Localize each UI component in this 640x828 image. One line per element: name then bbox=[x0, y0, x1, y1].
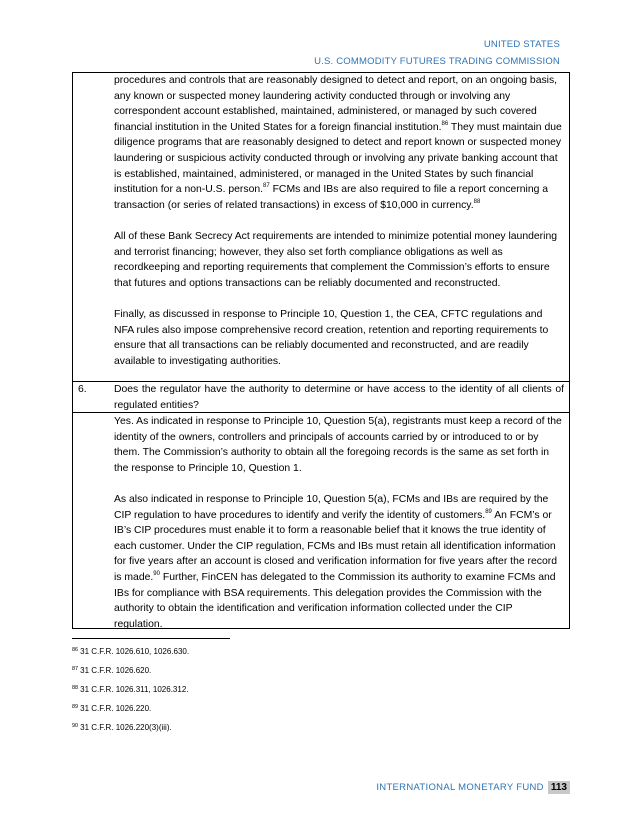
footnote-ref: 90 bbox=[153, 570, 160, 577]
footnote: $^{88}$ 31 C.F.R. 1026.311, 1026.312. bbox=[72, 685, 189, 694]
page-number: 113 bbox=[548, 781, 570, 794]
paragraph: As also indicated in response to Principle 10, Question 5(a), FCMs and IBs are required by the CIP regulation to have procedures to identify and verify the identity of customers.$^{89}$ An FCM’s or IB’s CIP procedures must enable it to form a reasonable belief that it knows the true identity of each customer. Under the CIP regulation, FCMs and IBs must retain all identification information for five years after an account is closed and verification information for five years after the record is made.$^{90}$ Further, FinCEN has delegated to the Commission its authority to examine FCMs and IBs for compliance with BSA requirements. This delegation provides the Commission with the authority to obtain the identification and verification information collected under the CIP regulation. bbox=[114, 493, 557, 630]
paragraph: procedures and controls that are reasonably designed to detect and report, on an ongoing basis, any known or suspected money laundering activity conducted through or involving any correspondent account established, maintained, administered, or managed by such covered financial institution in the United States for a foreign financial institution.$^{86}$ They must maintain due diligence programs that are reasonably designed to detect and report known or suspected money laundering or suspicious activity conducted through or involving any private banking account that is established, maintained, administered, or managed in the United States by such financial institution for a non-U.S. person.$^{87}$ FCMs and IBs are also required to file a report concerning a transaction (or series of related transactions) in excess of $10,000 in currency.$^{88}$ bbox=[114, 75, 562, 211]
paragraph: Finally, as discussed in response to Principle 10, Question 1, the CEA, CFTC regulations and NFA rules also impose comprehensive record creation, retention and reporting requirements to ensure that all transactions can be reliably documented and reconstructed, and are readily available to investigating authorities. bbox=[114, 308, 549, 367]
page-footer bbox=[376, 781, 570, 794]
paragraph: Yes. As indicated in response to Principle 10, Question 5(a), registrants must keep a record of the identity of the owners, controllers and principals of accounts carried by or introduced to or by them. The Commission’s authority to obtain all the foregoing records is the same as set forth in the response to Principle 10, Question 1. bbox=[114, 416, 562, 474]
footnote-ref: 87 bbox=[263, 183, 270, 190]
footnote-separator bbox=[72, 638, 230, 639]
question-number: 6. bbox=[78, 384, 87, 395]
footnote-ref: 88 bbox=[473, 198, 481, 205]
footnote-ref: 86 bbox=[441, 120, 449, 127]
answer-block-1 bbox=[114, 73, 562, 369]
footnote: $^{90}$ 31 C.F.R. 1026.220(3)(iii). bbox=[72, 723, 172, 732]
footnote: $^{87}$ 31 C.F.R. 1026.620. bbox=[72, 666, 152, 675]
footnote: $^{89}$ 31 C.F.R. 1026.220. bbox=[72, 704, 152, 713]
answer-block-2 bbox=[114, 414, 562, 632]
header-agency: U.S. COMMODITY FUTURES TRADING COMMISSION bbox=[314, 56, 560, 67]
footer-organization: INTERNATIONAL MONETARY FUND bbox=[376, 782, 544, 793]
paragraph: All of these Bank Secrecy Act requirements are intended to minimize potential money laundering and terrorist financing; however, they also set forth compliance obligations as well as recordkeeping and reporting requirements that complement the Commission’s efforts to ensure that futures and options transactions can be reliably documented and reconstructed. bbox=[114, 230, 557, 289]
footnote-ref: 89 bbox=[485, 508, 492, 515]
header-country: UNITED STATES bbox=[483, 39, 560, 50]
question-text: Does the regulator have the authority to determine or have access to the identity of all clients of regulated entities? bbox=[114, 384, 564, 411]
footnote: $^{86}$ 31 C.F.R. 1026.610, 1026.630. bbox=[72, 647, 190, 656]
